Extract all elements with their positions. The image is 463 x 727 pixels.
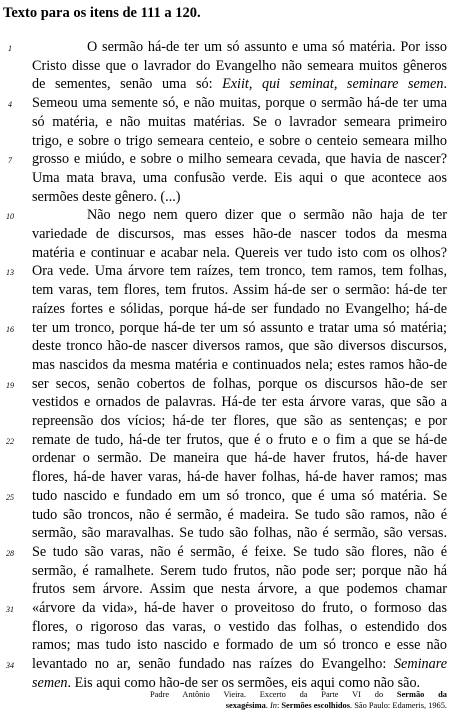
line-number: 31	[6, 605, 14, 614]
line-number: 19	[6, 380, 14, 390]
text-line	[32, 151, 447, 168]
text-line	[32, 619, 447, 636]
line-number: 25	[6, 492, 14, 502]
text-segment: de sementes, senão uma só:	[32, 76, 223, 93]
text-line	[87, 207, 447, 224]
text-line	[32, 544, 447, 561]
text-segment: ser secos, senão cobertos de folhas, porque os discursos hão-de ser	[32, 375, 447, 392]
text-segment: raízes fortes e sólidas, porque há-de ser fundado no Evangelho; há-de	[32, 300, 447, 317]
text-line	[32, 600, 447, 617]
text-segment: O sermão há-de ter um só assunto e uma só matéria. Por isso	[87, 39, 447, 55]
text-segment: Exiit, qui seminat, seminare semen	[222, 76, 444, 93]
text-segment: mas nascidos da mesma matéria e continuados nela; estes ramos hão-de	[32, 356, 447, 373]
text-segment: Uma mata brava, uma confusão verde. Eis aqui o que acontece aos	[32, 169, 447, 186]
line-number: 10	[6, 212, 14, 222]
text-segment: levantado no ar, senão fundado nas raízes do Evangelho:	[32, 656, 394, 673]
text-line	[32, 282, 447, 299]
text-line	[32, 76, 447, 93]
text-segment: Se tudo são varas, não é sermão, é feixe. Se tudo são flores, não é	[32, 543, 447, 560]
text-segment: ordenar o sermão. De maneira que há-de haver frutos, há-de haver	[32, 450, 447, 467]
text-line	[32, 338, 447, 355]
text-segment: vestidos e ornados de palavras. Há-de ter esta árvore varas, que são a	[32, 394, 447, 411]
text-line	[32, 563, 447, 580]
text-segment: . São Paulo: Edameris, 1965.	[350, 701, 447, 710]
text-line	[32, 170, 447, 187]
text-segment: Cristo disse que o lavrador do Evangelho não semeara muitos gêneros	[32, 57, 447, 74]
text-segment: tem varas, tem flores, tem frutos. Assim há-de ser o sermão: há-de ter	[32, 282, 447, 299]
heading: Texto para os itens de 111 a 120.	[3, 5, 201, 21]
text-segment: variedade de discursos, mas esses hão-de nascer todos da mesma	[32, 226, 447, 242]
text-line	[32, 525, 447, 542]
line-number: 22	[6, 436, 14, 446]
text-segment: sermão, é ramalhete. Serem tudo frutos, não pode ser; porque não há	[32, 562, 447, 579]
text-line	[32, 245, 447, 262]
citation-line-1	[150, 689, 447, 700]
source-citation	[150, 689, 447, 711]
text-line	[32, 581, 447, 598]
text-segment: Sermão da	[396, 690, 447, 699]
text-segment: só matéria, e não muitas matérias. Se o lavrador semeara primeiro	[32, 113, 447, 130]
text-line	[32, 320, 447, 337]
text-segment: «árvore da vida», há-de haver o proveitoso do fruto, o formoso das	[32, 600, 447, 616]
text-segment: sermões deste gênero. (...)	[32, 188, 181, 205]
text-line	[32, 376, 447, 393]
text-line	[32, 301, 447, 318]
text-line	[32, 394, 447, 411]
text-line	[32, 656, 447, 673]
text-line	[32, 189, 447, 206]
line-number: 4	[8, 100, 12, 110]
citation-line-2	[150, 700, 447, 711]
text-segment: tudo nascido e fundado em um só tronco, que é uma só matéria. Se	[32, 487, 447, 504]
text-segment: flores, o rigoroso das varas, o vestido das folhas, o estendido dos	[32, 618, 447, 635]
line-number: 28	[6, 548, 14, 558]
text-line	[32, 413, 447, 430]
text-segment: tudo são troncos, não é sermão, é madeira. Se tudo são ramos, não é	[32, 506, 447, 523]
text-line	[32, 114, 447, 131]
text-segment: .	[443, 76, 447, 93]
text-segment: Seminare	[393, 656, 447, 673]
text-line	[32, 488, 447, 505]
text-segment: . Eis aqui como hão-de ser os sermões, eis aqui como não são.	[67, 674, 421, 691]
text-line	[32, 450, 447, 467]
text-segment: :	[276, 701, 282, 710]
text-line	[32, 58, 447, 75]
text-segment: semen	[32, 674, 68, 691]
text-segment: Semeou uma semente só, e não muitas, porque o sermão há-de ter uma	[32, 95, 447, 112]
text-line	[32, 637, 447, 654]
text-segment: sermão, são maravalhas. Se tudo são folhas, não é sermão, são versas.	[32, 525, 447, 542]
text-segment: Padre Antônio Vieira. Excerto da Parte VI do	[150, 690, 397, 699]
text-line	[32, 226, 447, 243]
text-segment: grosso e miúdo, e sobre o milho semeara cevada, que havia de nascer?	[32, 151, 447, 168]
line-number: 16	[6, 324, 14, 334]
text-segment: matéria e continuar e acabar nela. Quereis ver tudo isto com os olhos?	[32, 244, 447, 261]
text-line	[32, 432, 447, 449]
text-segment: ramos; mas tudo isto nascido e formado de um só tronco e esse não	[32, 637, 447, 654]
text-segment: remate de tudo, há-de ter frutos, que é o fruto e o fim a que se há-de	[32, 431, 447, 448]
text-line	[32, 95, 447, 112]
text-segment: flores, há-de haver varas, há-de haver folhas, há-de haver ramos; mas	[32, 469, 447, 486]
line-number: 34	[6, 661, 14, 671]
text-segment: .	[265, 701, 270, 710]
text-segment: In	[269, 701, 277, 710]
text-segment: Sermões escolhidos	[281, 701, 350, 710]
text-segment: deste tronco hão-de nascer diversos ramos, que são diversos discursos,	[32, 338, 447, 355]
text-segment: frutos sem árvore. Assim que nesta árvore, a que podemos chamar	[32, 581, 447, 598]
text-line	[32, 469, 447, 486]
text-line	[32, 263, 447, 280]
text-segment: ter um tronco, porque há-de ter um só assunto e tratar uma só matéria;	[32, 319, 447, 336]
line-number: 13	[6, 268, 14, 278]
text-segment: Não nego nem quero dizer que o sermão não haja de ter	[87, 207, 447, 224]
text-line	[32, 133, 447, 150]
text-segment: repreensão dos vícios; há-de ter flores, que são as sentenças; e por	[32, 413, 447, 429]
text-line	[32, 507, 447, 524]
line-number: 1	[8, 44, 12, 53]
text-segment: trigo, e sobre o trigo semeara centeio, e sobre o centeio semeara milho	[32, 132, 447, 149]
text-segment: sexagésima	[225, 701, 266, 710]
text-line	[32, 357, 447, 374]
text-line	[87, 39, 447, 56]
line-number: 7	[8, 156, 12, 166]
text-segment: Ora vede. Uma árvore tem raízes, tem tronco, tem ramos, tem folhas,	[32, 263, 447, 280]
